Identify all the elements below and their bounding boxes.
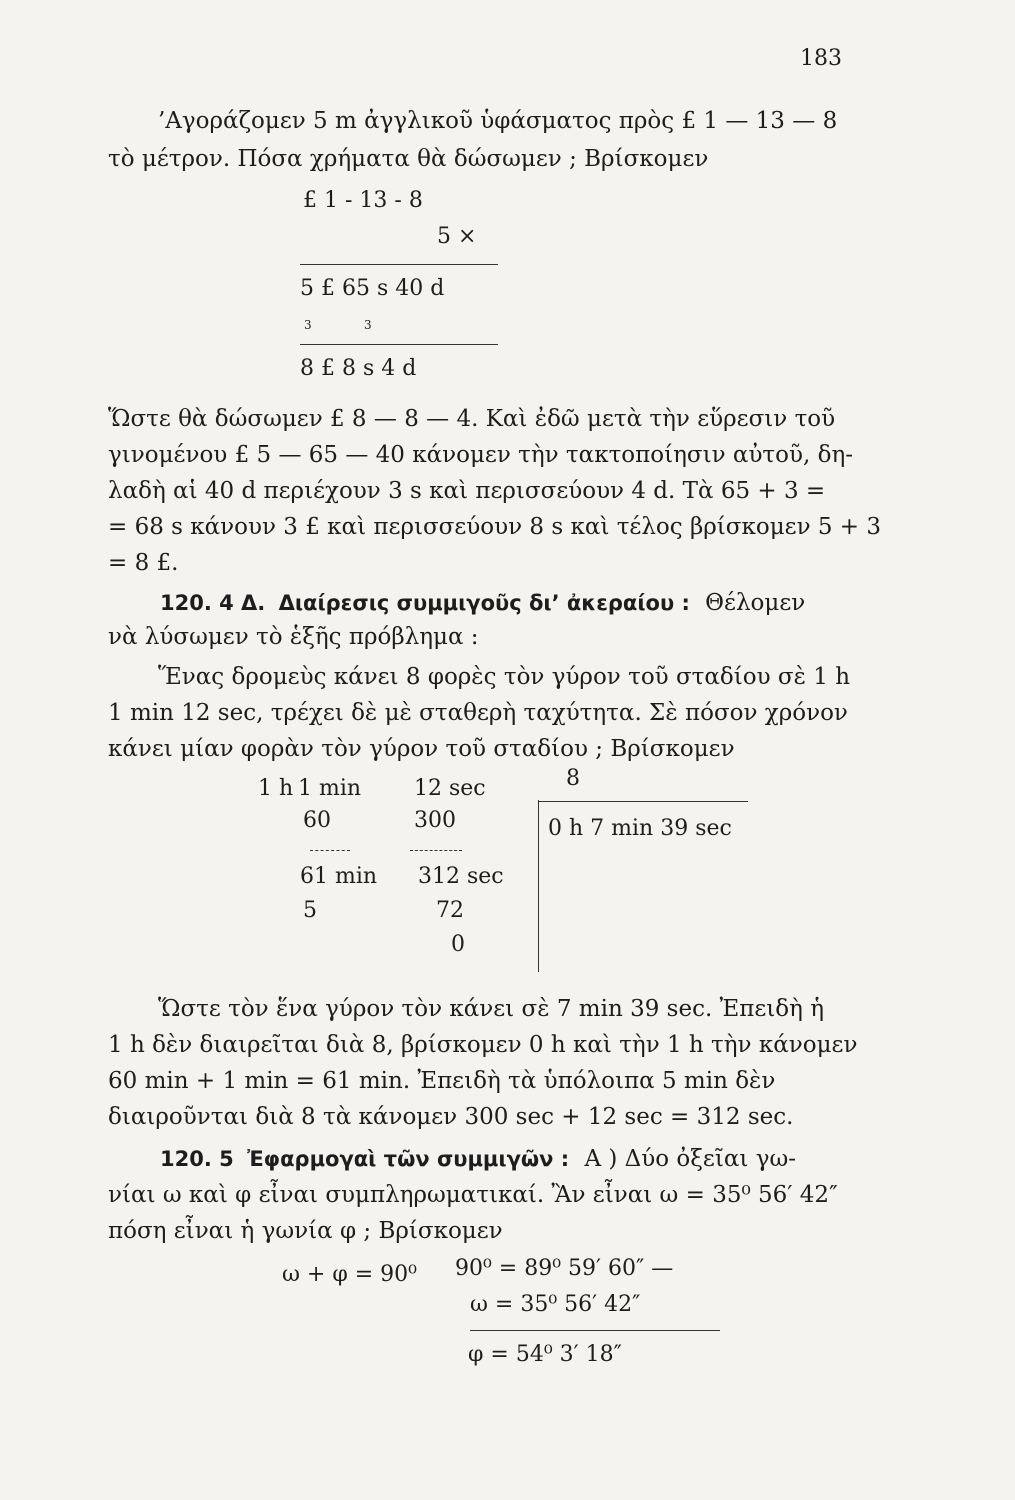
paragraph-line: ’Αγοράζομεν 5 m ἀγγλικοῦ ὑφάσματος πρὸς £ 1 — 13 — 8 (158, 108, 838, 134)
paragraph-line: Ὥστε θὰ δώσωμεν £ 8 — 8 — 4. Καὶ ἐδῶ μετὰ τὴν εὕρεσιν τοῦ (108, 406, 836, 432)
division-row-5: 5 (303, 898, 317, 923)
section-heading (160, 1142, 796, 1176)
calc-carry: 3 (364, 318, 372, 332)
section-number: 120. 4 Δ. (160, 591, 266, 615)
division-dividend-hours: 1 h (258, 776, 294, 801)
section-number: 120. 5 (160, 1147, 234, 1171)
calc-row: 8 £ 8 s 4 d (300, 356, 417, 381)
division-row-312sec: 312 sec (418, 864, 504, 889)
paragraph-line: τὸ μέτρον. Πόσα χρήματα θὰ δώσωμεν ; Βρίσκομεν (108, 146, 709, 172)
paragraph-line: Ὥστε τὸν ἕνα γύρον τὸν κάνει σὲ 7 min 39 sec. Ἐπειδὴ ἡ (158, 996, 824, 1022)
paragraph-line: 1 h δὲν διαιρεῖται διὰ 8, βρίσκομεν 0 h καὶ τὴν 1 h τὴν κάνομεν (108, 1032, 858, 1058)
calc-row: 5 £ 65 s 40 d (300, 276, 445, 301)
paragraph-line: κάνει μίαν φορὰν τὸν γύρον τοῦ σταδίου ; Βρίσκομεν (108, 736, 735, 762)
paragraph-line: Ἕνας δρομεὺς κάνει 8 φορὲς τὸν γύρον τοῦ σταδίου σὲ 1 h (158, 664, 851, 690)
equation-right-row: φ = 54⁰ 3′ 18″ (468, 1342, 622, 1367)
division-row-60: 60 (303, 808, 331, 833)
division-divisor-rule (538, 801, 748, 802)
section-title: Διαίρεσις συμμιγοῦς δι’ ἀκεραίου : (278, 591, 690, 615)
section-title: Ἐφαρμογαὶ τῶν συμμιγῶν : (247, 1147, 570, 1171)
paragraph-line: γινομένου £ 5 — 65 — 40 κάνομεν τὴν τακτοποίησιν αὐτοῦ, δη- (108, 442, 853, 468)
equation-left: ω + φ = 90⁰ (282, 1262, 417, 1287)
division-dividend-minutes: 1 min (298, 776, 362, 801)
section-title-tail: Θέλομεν (705, 590, 806, 616)
division-rule (410, 850, 462, 851)
calc-rule (300, 264, 498, 265)
division-dividend-seconds: 12 sec (414, 776, 486, 801)
paragraph-line: 1 min 12 sec, τρέχει δὲ μὲ σταθερὴ ταχύτητα. Σὲ πόσον χρόνον (108, 700, 848, 726)
division-rule (310, 850, 350, 851)
division-divisor: 8 (566, 766, 580, 791)
calc-rule (300, 344, 498, 345)
division-row-72: 72 (436, 898, 464, 923)
division-row-300: 300 (414, 808, 456, 833)
equation-right-row: 90⁰ = 89⁰ 59′ 60″ — (455, 1256, 674, 1281)
calc-row: £ 1 - 13 - 8 (303, 188, 423, 213)
section-title-tail: Α ) Δύο ὀξεῖαι γω- (584, 1146, 796, 1172)
calc-carry: 3 (304, 318, 312, 332)
equation-rule (470, 1330, 720, 1331)
division-vertical-rule (538, 800, 539, 972)
page-number: 183 (800, 46, 842, 71)
paragraph-line: 60 min + 1 min = 61 min. Ἐπειδὴ τὰ ὑπόλοιπα 5 min δὲν (108, 1068, 776, 1094)
division-quotient: 0 h 7 min 39 sec (548, 816, 732, 841)
equation-right-row: ω = 35⁰ 56′ 42″ (470, 1292, 641, 1317)
paragraph-line: = 68 s κάνουν 3 £ καὶ περισσεύουν 8 s καὶ τέλος βρίσκομεν 5 + 3 (108, 514, 882, 540)
division-row-0: 0 (451, 932, 465, 957)
paragraph-line: λαδὴ αἱ 40 d περιέχουν 3 s καὶ περισσεύουν 4 d. Τὰ 65 + 3 = (108, 478, 826, 504)
paragraph-line: νίαι ω καὶ φ εἶναι συμπληρωματικαί. Ἂν εἶναι ω = 35⁰ 56′ 42″ (108, 1182, 838, 1208)
paragraph-line: νὰ λύσωμεν τὸ ἑξῆς πρόβλημα : (108, 624, 479, 650)
division-row-61min: 61 min (300, 864, 378, 889)
calc-row: 5 × (437, 224, 477, 249)
paragraph-line: = 8 £. (108, 550, 179, 576)
paragraph-line: πόση εἶναι ἡ γωνία φ ; Βρίσκομεν (108, 1218, 503, 1244)
section-heading (160, 586, 805, 620)
paragraph-line: διαιροῦνται διὰ 8 τὰ κάνομεν 300 sec + 12 sec = 312 sec. (108, 1104, 794, 1130)
